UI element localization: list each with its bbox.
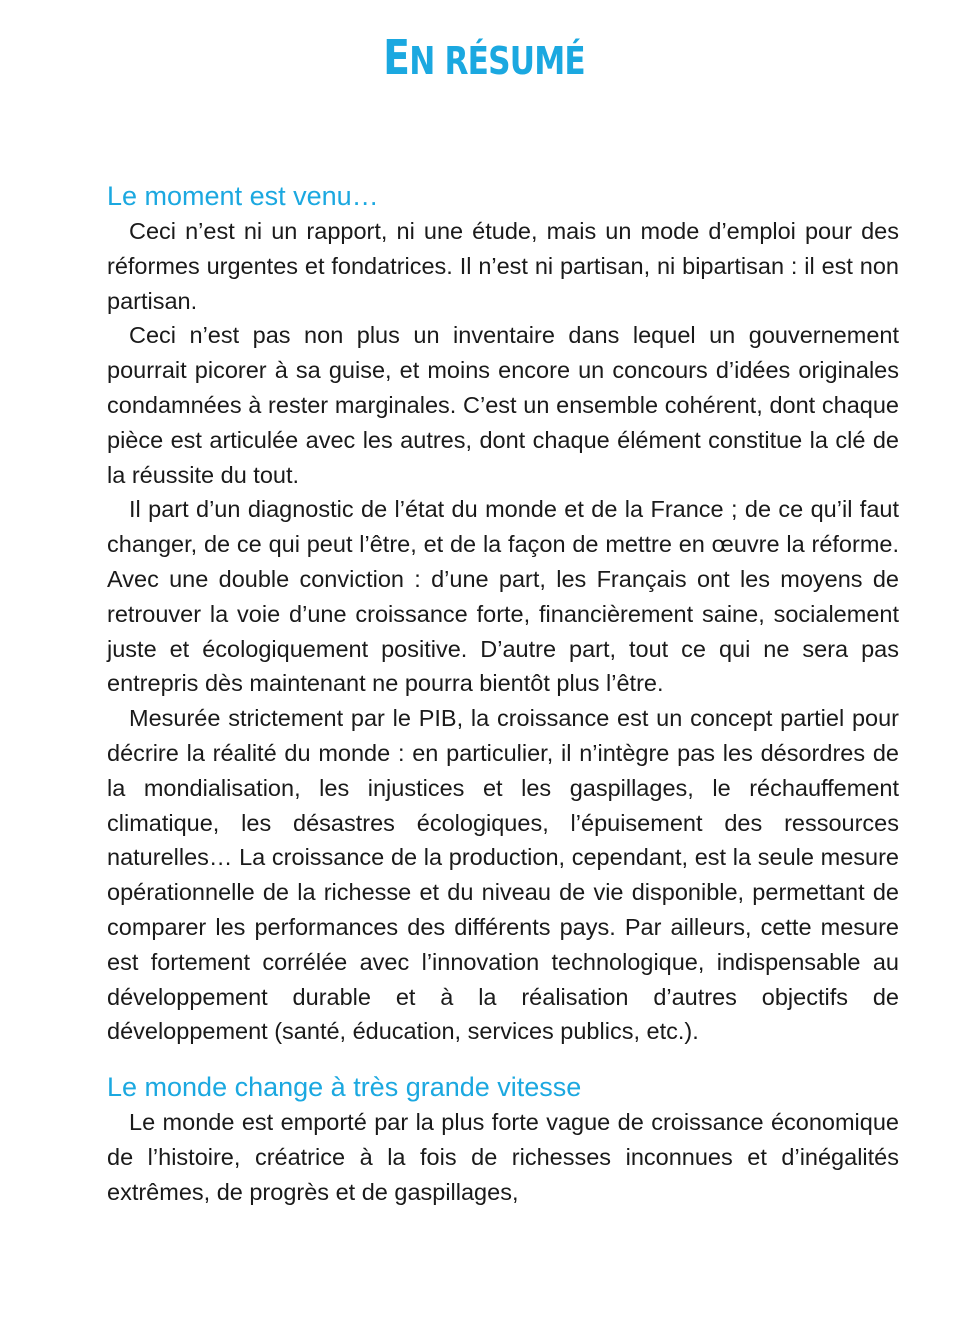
paragraph: Il part d’un diagnostic de l’état du monde et de la France ; de ce qu’il faut changer, de ce qui peut l’être, et de la façon de mettre en œuvre la réforme. Avec une double conviction : d’une part, les Français ont les moyens de retrouver la voie d’une croissance forte, financièrement saine, socialement juste et écologiquement positive. D’autre part, tout ce qui ne sera pas entrepris dès maintenant ne pourra bientôt plus l’être. (107, 496, 899, 697)
section-heading: Le moment est venu… (107, 181, 379, 211)
paragraph: Ceci n’est ni un rapport, ni une étude, mais un mode d’emploi pour des réformes urgentes et fondatrices. Il n’est ni partisan, ni bipartisan : il est non partisan. (107, 218, 899, 314)
section-monde-change (107, 1069, 899, 1209)
paragraph: Mesurée strictement par le PIB, la croissance est un concept partiel pour décrire la réalité du monde : en particulier, il n’intègre pas les désordres de la mondialisation, les injustices et les gaspillages, le réchauffement climatique, les désastres écologiques, l’épuisement des ressources naturelles… La croissance de la production, cependant, est la seule mesure opérationnelle de la richesse et du niveau de vie disponible, permettant de comparer les performances des différents pays. Par ailleurs, cette mesure est fortement corrélée avec l’innovation technologique, indispensable au développement durable et à la réalisation d’autres objectifs de développement (santé, éducation, services publics, etc.). (107, 705, 899, 1045)
paragraph: Le monde est emporté par la plus forte vague de croissance économique de l’histoire, créatrice à la fois de richesses inconnues et d’inégalités extrêmes, de progrès et de gaspillages, (107, 1109, 899, 1205)
section-heading: Le monde change à très grande vitesse (107, 1072, 582, 1103)
page-title (87, 30, 881, 89)
document-body (107, 178, 899, 1210)
section-moment-est-venu (107, 178, 899, 1049)
page-title-initial: E (383, 30, 410, 86)
page-title-rest: N RÉSUMÉ (409, 39, 585, 83)
paragraph: Ceci n’est pas non plus un inventaire dans lequel un gouvernement pourrait picorer à sa guise, et moins encore un concours d’idées originales condamnées à rester marginales. C’est un ensemble cohérent, dont chaque pièce est articulée avec les autres, dont chaque élément constitue la clé de la réussite du tout. (107, 322, 899, 488)
